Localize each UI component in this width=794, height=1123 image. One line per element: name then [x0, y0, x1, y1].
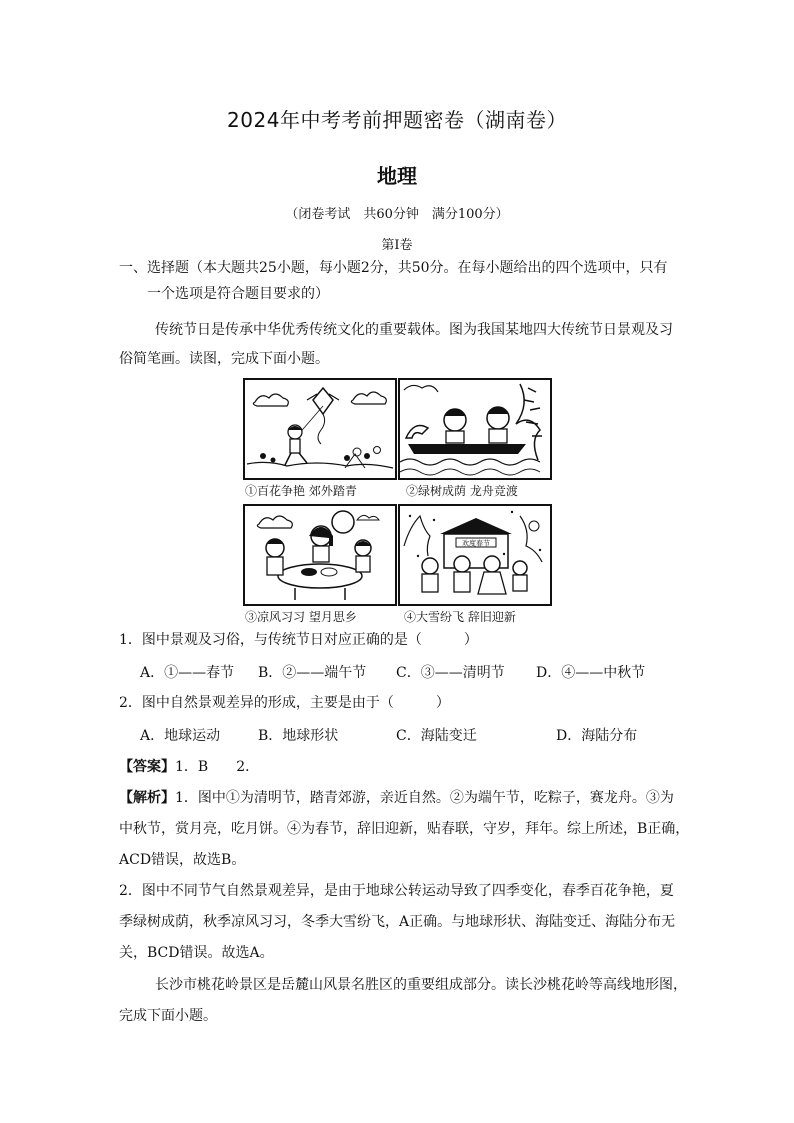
q1-stem: 1．图中景观及习俗，与传统节日对应正确的是（ ） — [119, 632, 478, 648]
analysis-text-1: 1．图中①为清明节，踏青郊游，亲近自然。②为端午节，吃粽子，赛龙舟。③为 — [175, 790, 674, 806]
subject-title: 地理 — [377, 164, 417, 188]
q2-stem: 2．图中自然景观差异的形成，主要是由于（ ） — [119, 695, 450, 711]
caption-3: ③凉风习习 望月思乡 — [245, 610, 357, 624]
section-heading-line2: 一个选项是符合题目要求的） — [147, 286, 329, 302]
answer-text: 1．B 2． — [175, 759, 260, 775]
caption-4: ④大雪纷飞 辞旧迎新 — [404, 610, 516, 624]
festival-figure — [243, 378, 551, 624]
intro2-line2: 完成下面小题。 — [119, 1008, 217, 1024]
dragon-boat-illustration — [400, 380, 550, 478]
exam-note: （闭卷考试 共60分钟 满分100分） — [285, 207, 509, 222]
spring-festival-sign: 欢度春节 — [462, 539, 490, 548]
q2-option-d: D．海陆分布 — [556, 728, 638, 744]
q1-option-b: B．②——端午节 — [258, 665, 367, 681]
q2-option-c: C．海陆变迁 — [396, 728, 477, 744]
panel-chunjie — [398, 504, 552, 606]
q1-option-c: C．③——清明节 — [396, 665, 505, 681]
answer-label: 【答案】 — [119, 759, 175, 775]
caption-2: ②绿树成荫 龙舟竞渡 — [406, 484, 518, 498]
section-heading-line1: 一、选择题（本大题共25小题，每小题2分，共50分。在每小题给出的四个选项中，只有 — [119, 260, 668, 276]
intro1-line2: 俗简笔画。读图，完成下面小题。 — [119, 351, 329, 367]
analysis-line4: 2．图中不同节气自然景观差异，是由于地球公转运动导致了四季变化，春季百花争艳，夏 — [119, 883, 674, 899]
intro2-line1: 长沙市桃花岭景区是岳麓山风景名胜区的重要组成部分。读长沙桃花岭等高线地形图， — [155, 977, 687, 993]
caption-1: ①百花争艳 郊外踏青 — [245, 484, 357, 498]
q2-option-b: B．地球形状 — [258, 728, 339, 744]
panel-qingming — [243, 378, 397, 480]
analysis-label: 【解析】 — [119, 790, 175, 806]
page-title: 2024年中考考前押题密卷（湖南卷） — [227, 108, 567, 132]
q1-option-a: A．①——春节 — [140, 665, 235, 681]
analysis-line1 — [119, 788, 674, 808]
panel-duanwu — [398, 378, 552, 480]
analysis-line3: ACD错误，故选B。 — [119, 852, 246, 868]
analysis-line2: 中秋节，赏月亮，吃月饼。④为春节，辞旧迎新，贴春联，守岁，拜年。综上所述，B正确， — [119, 821, 690, 837]
analysis-line6: 关，BCD错误。故选A。 — [119, 945, 274, 961]
volume-label: 第Ⅰ卷 — [381, 238, 413, 253]
intro1-line1: 传统节日是传承中华优秀传统文化的重要载体。图为我国某地四大传统节日景观及习 — [155, 322, 673, 338]
answer-block — [119, 757, 259, 777]
q1-option-d: D．④——中秋节 — [536, 665, 646, 681]
moon-viewing-illustration — [245, 506, 395, 604]
snow-new-year-illustration — [400, 506, 550, 604]
panel-zhongqiu — [243, 504, 397, 606]
kite-scene-illustration — [245, 380, 395, 478]
analysis-line5: 季绿树成荫，秋季凉风习习，冬季大雪纷飞，A正确。与地球形状、海陆变迁、海陆分布无 — [119, 914, 676, 930]
q2-option-a: A．地球运动 — [140, 728, 221, 744]
